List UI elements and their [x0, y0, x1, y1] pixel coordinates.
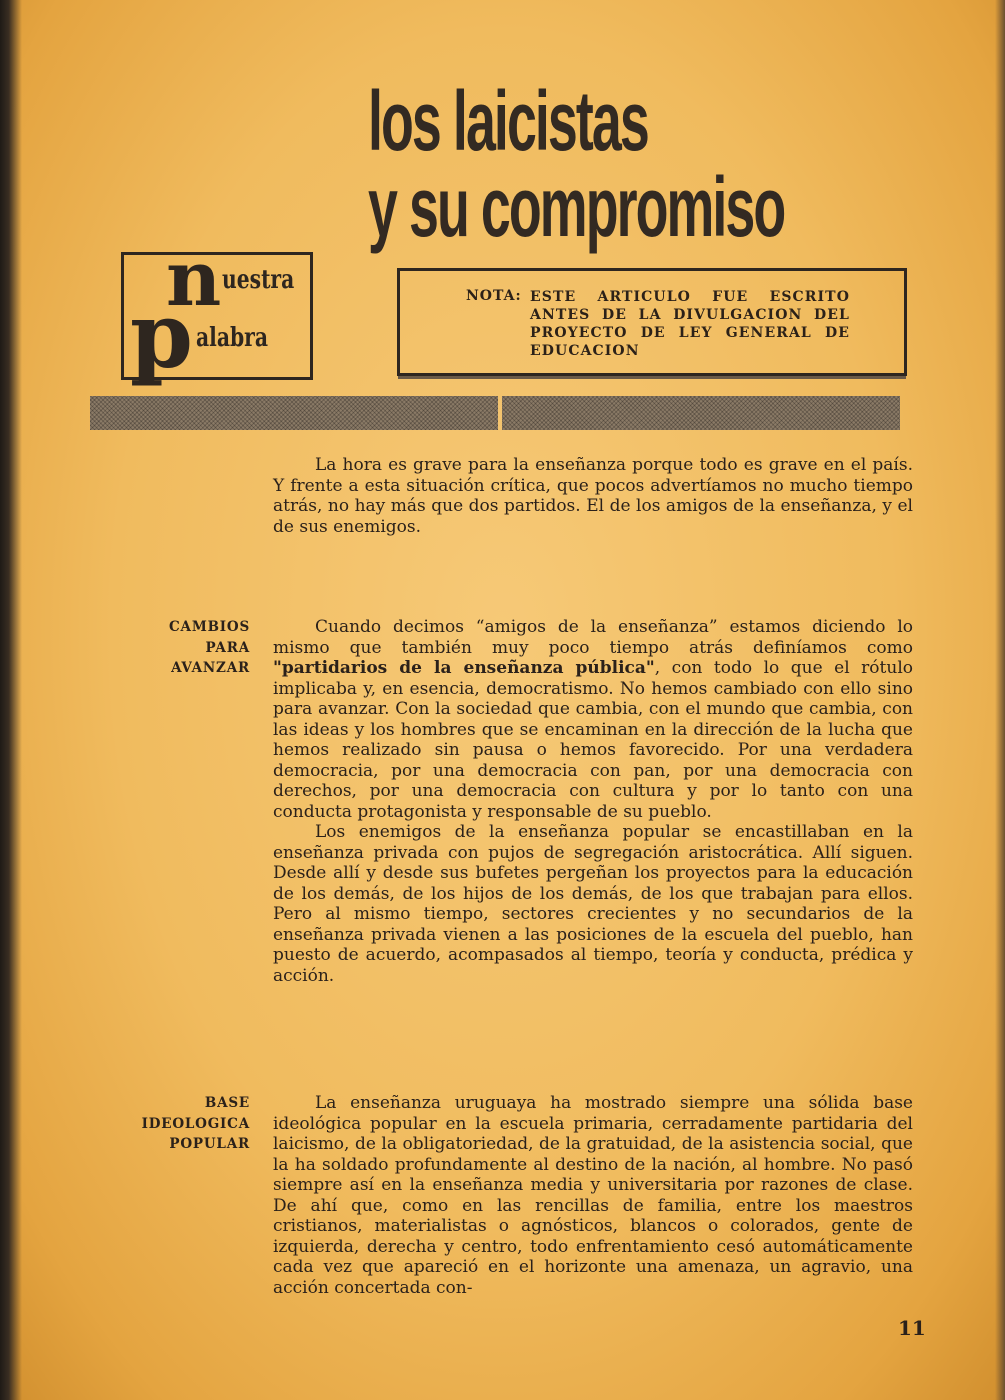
- nuestra-palabra-logo: [121, 234, 313, 389]
- torn-left-edge: [0, 0, 22, 1400]
- intro-paragraph-block: [273, 455, 913, 537]
- note-text: ESTE ARTICULO FUE ESCRITO ANTES DE LA DIVULGACION DEL PROYECTO DE LEY GENERAL DE EDUCACION: [530, 289, 850, 359]
- editor-note-box: [397, 268, 907, 376]
- side-heading-line: CAMBIOS: [169, 619, 250, 635]
- logo-word-uestra: uestra: [222, 265, 295, 295]
- title-line-2: y su compromiso: [368, 160, 785, 254]
- side-heading-line: IDEOLOGICA: [141, 1115, 250, 1132]
- section-cambios-paragraph-1: [273, 617, 913, 822]
- side-heading-line: BASE: [204, 1095, 250, 1111]
- side-heading-line: PARA: [205, 639, 250, 656]
- side-heading-line: POPULAR: [169, 1136, 250, 1152]
- page-number: 11: [898, 1316, 926, 1340]
- section-base-block: [273, 1093, 913, 1298]
- note-label: NOTA:: [466, 288, 522, 304]
- side-heading-line: AVANZAR: [171, 660, 250, 676]
- article-title: [368, 74, 785, 254]
- side-heading-cambios-para-avanzar: [169, 617, 250, 679]
- section-cambios-block: [273, 617, 913, 986]
- side-heading-base-ideologica-popular: [142, 1093, 250, 1155]
- text-run: , con todo lo que el rótulo implicaba y, en esencia, democratismo. No hemos cambiado con ello sino para avanzar. Con la sociedad que cambia, con el mundo que cambia, con las ideas y los hombres que se encaminan en la dirección de la lucha que hemos realizado sin pausa o hemos favorecido. Por una verdadera democracia, por una democracia con pan, por una democracia con derechos, por una democracia con cultura y por lo tanto con una conducta protagonista y responsable de su pueblo.: [273, 658, 913, 822]
- section-cambios-paragraph-2: Los enemigos de la enseñanza popular se encastillaban en la enseñanza privada con pujos de segregación aristocrática. Allí siguen. Desde allí y desde sus bufetes pergeñan los proyectos para la educación de los demás, de los hijos de los demás, de los que trabajan para ellos. Pero al mismo tiempo, sectores crecientes y no secundarios de la enseñanza privada vienen a las posiciones de la escuela del pueblo, han puesto de acuerdo, acompasados al tiempo, teoría y conducta, prédica y acción.: [273, 822, 913, 986]
- section-base-paragraph: La enseñanza uruguaya ha mostrado siempre una sólida base ideológica popular en la escuela primaria, cerradamente partidaria del laicismo, de la obligatoriedad, de la gratuidad, de la asistencia social, que la ha soldado profundamente al destino de la nación, al hombre. No pasó siempre así en la enseñanza media y universitaria por razones de clase. De ahí que, como en las rencillas de familia, entre los maestros cristianos, materialistas o agnósticos, blancos o colorados, gente de izquierda, derecha y centro, todo enfrentamiento cesó automáticamente cada vez que apareció en el horizonte una amenaza, un agravio, una acción concertada con-: [273, 1093, 913, 1298]
- halftone-divider-right: [502, 396, 900, 430]
- worn-right-edge: [995, 0, 1005, 1400]
- title-line-1: los laicistas: [368, 74, 648, 168]
- halftone-divider-left: [90, 396, 498, 430]
- text-run: Cuando decimos “amigos de la enseñanza” estamos diciendo lo mismo que también muy poco tiempo atrás definíamos como: [273, 617, 913, 658]
- bold-quote: "partidarios de la enseñanza pública": [273, 658, 655, 678]
- logo-word-alabra: alabra: [196, 323, 268, 353]
- logo-letter-p: p: [130, 283, 193, 389]
- logo-letter-n: n: [166, 234, 222, 323]
- intro-paragraph: La hora es grave para la enseñanza porque todo es grave en el país. Y frente a esta situación crítica, que pocos advertíamos no mucho tiempo atrás, no hay más que dos partidos. El de los amigos de la enseñanza, y el de sus enemigos.: [273, 455, 913, 537]
